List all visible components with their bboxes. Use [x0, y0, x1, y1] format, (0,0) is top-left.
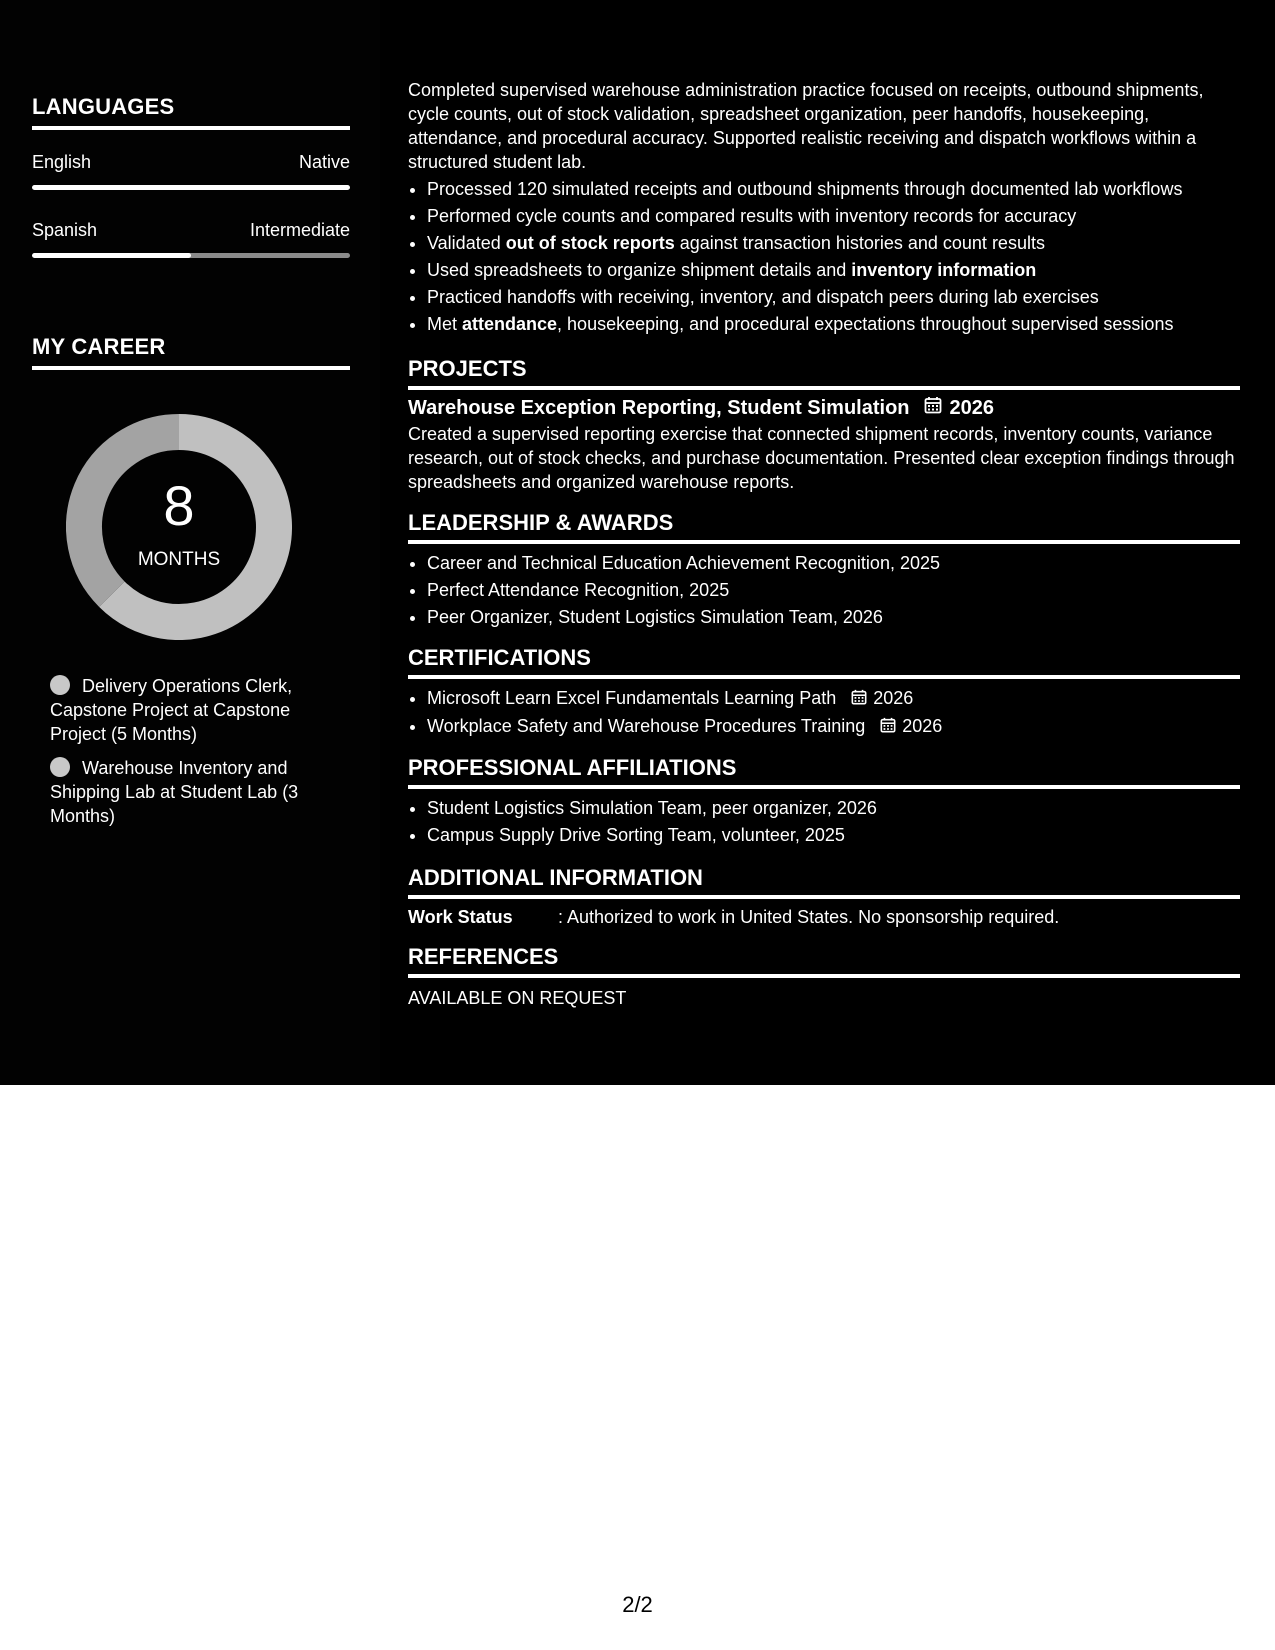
affiliations-heading: PROFESSIONAL AFFILIATIONS: [408, 755, 1240, 789]
awards-heading: LEADERSHIP & AWARDS: [408, 510, 1240, 544]
cert-year: 2026: [873, 688, 914, 708]
career-legend: [50, 674, 320, 838]
career-item: [50, 674, 320, 746]
language-spanish: [32, 220, 350, 258]
list-item: • Validated out of stock reports against transaction histories and count results: [427, 230, 1240, 257]
language-bar-fill: [32, 253, 191, 258]
language-level: Intermediate: [249, 220, 350, 240]
list-item: • Peer Organizer, Student Logistics Simulation Team, 2026: [427, 604, 1240, 631]
career-total-number: 8: [163, 474, 195, 537]
experience-bullets: [408, 176, 1240, 338]
languages-heading: LANGUAGES: [32, 94, 350, 130]
list-item: • Met attendance, housekeeping, and procedural expectations throughout supervised sessions: [427, 311, 1240, 338]
calendar-icon: [880, 714, 896, 741]
language-level: Native: [298, 152, 350, 172]
additional-info-heading: ADDITIONAL INFORMATION: [408, 865, 1240, 899]
career-total-unit: MONTHS: [137, 549, 221, 570]
cert-name: Microsoft Learn Excel Fundamentals Learning Path: [427, 688, 837, 708]
main-content: [408, 78, 1240, 1009]
references-text: AVAILABLE ON REQUEST: [408, 987, 627, 1008]
list-item: • Student Logistics Simulation Team, peer organizer, 2026: [427, 795, 1240, 822]
list-item: [427, 713, 1240, 741]
awards-list: [408, 550, 1240, 631]
sidebar: [0, 0, 380, 1085]
work-status-label: Work Status: [408, 906, 513, 927]
career-heading: MY CAREER: [32, 334, 350, 370]
certifications-list: [408, 685, 1240, 741]
list-item: • Used spreadsheets to organize shipment details and inventory information: [427, 257, 1240, 284]
legend-dot-icon: [50, 675, 70, 695]
legend-dot-icon: [50, 757, 70, 777]
career-item-text: Delivery Operations Clerk, Capstone Project at Capstone Project (5 Months): [50, 676, 293, 744]
career-section: [32, 334, 350, 370]
cert-year: 2026: [902, 715, 943, 736]
work-status-row: [408, 907, 1240, 928]
list-item: • Career and Technical Education Achievement Recognition, 2025: [427, 550, 1240, 577]
language-bar: [32, 185, 350, 190]
projects-heading: PROJECTS: [408, 356, 1240, 390]
language-name: Spanish: [32, 220, 98, 240]
career-donut-chart: [66, 414, 292, 640]
list-item: • Performed cycle counts and compared results with inventory records for accuracy: [427, 203, 1240, 230]
language-name: English: [32, 152, 92, 172]
certifications-heading: CERTIFICATIONS: [408, 645, 1240, 679]
experience-summary: Completed supervised warehouse administration practice focused on receipts, outbound shipments, cycle counts, out of stock validation, spreadsheet organization, peer handoffs, housekeeping, attendance, and procedural accuracy. Supported realistic receiving and dispatch workflows within a structured student lab.: [408, 80, 1204, 172]
project-description: Created a supervised reporting exercise that connected shipment records, inventory counts, variance research, out of stock checks, and purchase documentation. Presented clear exception findings through spreadsheets and organized warehouse reports.: [408, 424, 1235, 492]
list-item: • Campus Supply Drive Sorting Team, volunteer, 2025: [427, 822, 1240, 849]
work-status-value: : Authorized to work in United States. No sponsorship required.: [558, 906, 1060, 927]
affiliations-list: [408, 795, 1240, 849]
list-item: • Perfect Attendance Recognition, 2025: [427, 577, 1240, 604]
list-item: [427, 685, 1240, 713]
references-heading: REFERENCES: [408, 944, 1240, 978]
career-item: [50, 756, 320, 828]
cert-name: Workplace Safety and Warehouse Procedures Training: [427, 715, 866, 736]
project-title-row: [408, 396, 1240, 420]
languages-section: [32, 94, 350, 258]
calendar-icon: [851, 686, 867, 713]
calendar-icon: [924, 396, 942, 420]
career-item-text: Warehouse Inventory and Shipping Lab at Student Lab (3 Months): [50, 758, 299, 826]
list-item: • Practiced handoffs with receiving, inventory, and dispatch peers during lab exercises: [427, 284, 1240, 311]
page-number: 2/2: [622, 1592, 653, 1617]
language-bar-fill: [32, 185, 350, 190]
project-year: 2026: [949, 396, 995, 419]
language-bar: [32, 253, 350, 258]
language-english: [32, 152, 350, 190]
project-title: Warehouse Exception Reporting, Student Simulation: [408, 396, 910, 419]
list-item: • Processed 120 simulated receipts and outbound shipments through documented lab workflows: [427, 176, 1240, 203]
